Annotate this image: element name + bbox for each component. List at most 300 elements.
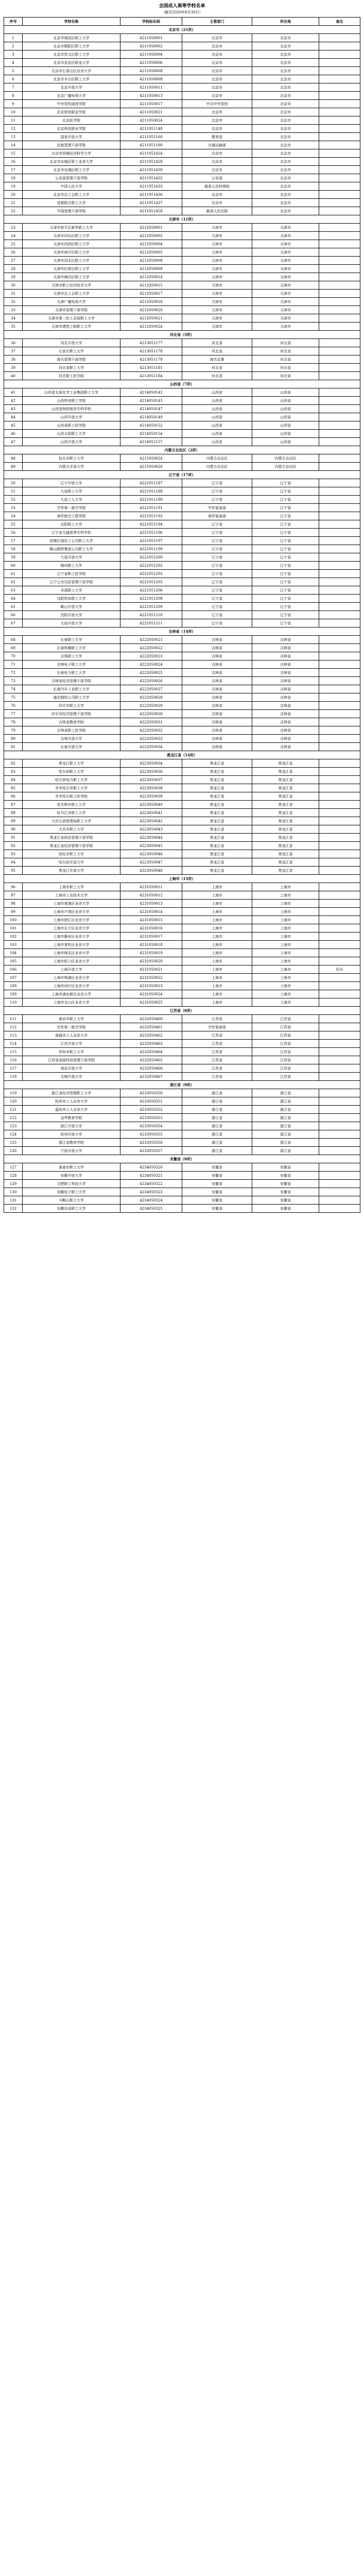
cell-seq: 44 [4,413,23,421]
cell-remarks [319,891,360,900]
cell-authority: 吉林省 [182,726,252,735]
table-row [4,199,360,207]
table-row [4,957,360,965]
cell-school-code: 4211051428 [120,158,182,166]
cell-remarks [319,586,360,595]
header-school-code: 学校标识码 [120,18,182,26]
cell-school-name: 中国人民大学 [23,182,120,191]
cell-authority: 空军装备部 [182,1023,252,1031]
cell-authority: 辽宁省 [182,529,252,537]
cell-school-name: 沈阳开放大学 [23,611,120,619]
cell-authority: 北京市 [182,199,252,207]
cell-location: 河北省 [252,355,319,364]
cell-school-code: 4211050008 [120,67,182,75]
cell-school-code: 4212050021 [120,314,182,323]
cell-remarks [319,355,360,364]
table-row [4,636,360,644]
cell-school-code: 4223050041 [120,809,182,817]
cell-remarks [319,42,360,50]
cell-authority: 辽宁省 [182,619,252,628]
cell-authority: 天津市 [182,314,252,323]
table-row [4,512,360,520]
cell-remarks [319,660,360,669]
cell-remarks [319,158,360,166]
cell-school-name: 金华教育学院 [23,1114,120,1122]
cell-seq: 108 [4,982,23,990]
table-row [4,59,360,67]
cell-school-name: 上海市虹口区业余大学 [23,957,120,965]
cell-school-name: 海军航空工程学院 [23,512,120,520]
cell-seq: 106 [4,965,23,974]
cell-location: 天津市 [252,240,319,248]
cell-school-code: 4211051424 [120,149,182,158]
cell-seq: 61 [4,570,23,578]
cell-school-name: 河北省职工大学 [23,364,120,372]
cell-location: 浙江省 [252,1122,319,1130]
table-row [4,207,360,215]
table-row [4,75,360,83]
cell-authority: 吉林省 [182,652,252,660]
cell-seq: 80 [4,735,23,743]
cell-seq: 101 [4,924,23,933]
cell-location: 上海市 [252,908,319,916]
cell-location: 上海市 [252,990,319,998]
cell-seq: 57 [4,537,23,545]
cell-school-code: 4232050460 [120,1015,182,1023]
region-label: 辽宁省（17所） [4,471,360,479]
cell-school-name: 宁波开放大学 [23,1147,120,1155]
cell-authority: 北京市 [182,158,252,166]
table-row [4,949,360,957]
cell-school-name: 鞍山钢铁集团公司职工大学 [23,545,120,553]
cell-remarks [319,125,360,133]
cell-location: 山西省 [252,413,319,421]
cell-school-name: 北京开放大学 [23,83,120,92]
cell-seq: 8 [4,92,23,100]
cell-remarks [319,1188,360,1196]
table-header-row [4,18,360,26]
table-row [4,603,360,611]
cell-seq: 130 [4,1188,23,1196]
cell-seq: 89 [4,817,23,825]
cell-remarks [319,421,360,430]
cell-school-name: 上海市黄浦区业余大学 [23,900,120,908]
document-title: 全国成人高等学校名单 [159,4,205,9]
cell-seq: 1 [4,34,23,42]
cell-school-name: 上海市工业技术大学 [23,891,120,900]
cell-authority: 安徽省 [182,1180,252,1188]
cell-location: 北京市 [252,141,319,149]
cell-remarks [319,710,360,718]
cell-school-name: 苏州市职工大学 [23,1048,120,1056]
cell-remarks [319,974,360,982]
cell-school-code: 4212050001 [120,224,182,232]
cell-school-name: 安徽冶金职工大学 [23,1205,120,1213]
cell-school-name: 河北开放大学 [23,339,120,347]
cell-school-name: 黑龙江省经济管理干部学院 [23,842,120,850]
cell-remarks [319,578,360,586]
cell-seq: 5 [4,67,23,75]
cell-remarks [319,92,360,100]
cell-authority: 辽宁省 [182,570,252,578]
cell-school-code: 4212050020 [120,306,182,314]
cell-remarks [319,133,360,141]
table-row [4,702,360,710]
cell-location: 上海市 [252,965,319,974]
cell-school-code: 4211050001 [120,34,182,42]
table-row [4,850,360,858]
cell-authority: 辽宁省 [182,487,252,496]
cell-location: 安徽省 [252,1205,319,1213]
cell-authority: 北京市 [182,191,252,199]
cell-remarks [319,809,360,817]
table-row [4,792,360,801]
cell-school-code: 4221051191 [120,504,182,512]
cell-remarks [319,281,360,290]
cell-location: 北京市 [252,158,319,166]
table-row [4,710,360,718]
cell-location: 吉林省 [252,652,319,660]
cell-school-name: 北京广播电视大学 [23,92,120,100]
table-row [4,520,360,529]
cell-location: 黑龙江省 [252,792,319,801]
table-row [4,652,360,660]
table-row [4,537,360,545]
cell-authority: 北京市 [182,116,252,125]
cell-seq: 125 [4,1139,23,1147]
cell-remarks [319,1122,360,1130]
cell-location: 上海市 [252,998,319,1007]
cell-seq: 43 [4,405,23,413]
cell-school-code: 4223050038 [120,784,182,792]
cell-seq: 69 [4,644,23,652]
cell-remarks [319,595,360,603]
cell-authority: 山西省 [182,421,252,430]
cell-school-code: 4232050463 [120,1040,182,1048]
cell-school-name: 上海市徐汇区业余大学 [23,916,120,924]
cell-remarks [319,1114,360,1122]
cell-authority: 辽宁省 [182,545,252,553]
cell-location: 天津市 [252,290,319,298]
cell-authority: 北京市 [182,149,252,158]
table-row [4,834,360,842]
table-row [4,990,360,998]
cell-authority: 黑龙江省 [182,858,252,867]
cell-location: 辽宁省 [252,595,319,603]
cell-school-name: 黑龙江开放大学 [23,867,120,875]
cell-seq: 20 [4,191,23,199]
cell-school-name: 吉林省经济管理干部学院 [23,677,120,685]
table-row [4,1015,360,1023]
cell-school-name: 北京市丰台区职工大学 [23,75,120,83]
cell-seq: 64 [4,595,23,603]
cell-seq: 129 [4,1180,23,1188]
table-row [4,726,360,735]
cell-authority: 公安部 [182,174,252,182]
cell-location: 江苏省 [252,1031,319,1040]
cell-authority: 天津市 [182,265,252,273]
table-row [4,1097,360,1106]
cell-authority: 上海市 [182,965,252,974]
cell-authority: 辽宁省 [182,611,252,619]
cell-seq: 88 [4,809,23,817]
cell-remarks [319,900,360,908]
cell-seq: 113 [4,1031,23,1040]
cell-authority: 江苏省 [182,1064,252,1073]
cell-seq: 51 [4,487,23,496]
cell-school-code: 4211050021 [120,108,182,116]
cell-school-code: 4231050012 [120,891,182,900]
cell-authority: 黑龙江省 [182,792,252,801]
cell-school-code: 4223050040 [120,801,182,809]
table-row [4,1073,360,1081]
cell-location: 辽宁省 [252,545,319,553]
cell-location: 北京市 [252,199,319,207]
cell-authority: 辽宁省 [182,578,252,586]
cell-school-name: 马鞍山职工大学 [23,1196,120,1205]
cell-seq: 105 [4,957,23,965]
cell-remarks [319,1089,360,1097]
cell-location: 黑龙江省 [252,834,319,842]
cell-remarks [319,1180,360,1188]
cell-school-name: 北京市海淀区职工大学 [23,34,120,42]
table-row [4,306,360,314]
cell-remarks [319,364,360,372]
cell-authority: 浙江省 [182,1089,252,1097]
cell-authority: 辽宁省 [182,520,252,529]
table-row [4,883,360,891]
cell-school-name: 沈阳职工大学 [23,520,120,529]
cell-school-name: 北京市石景山区业余大学 [23,67,120,75]
cell-seq: 104 [4,949,23,957]
cell-seq: 54 [4,512,23,520]
cell-seq: 10 [4,108,23,116]
cell-school-code: 4211051437 [120,199,182,207]
cell-school-code: 4213051177 [120,339,182,347]
cell-authority: 吉林省 [182,669,252,677]
table-row [4,298,360,306]
cell-school-code: 4222050022 [120,644,182,652]
cell-seq: 124 [4,1130,23,1139]
cell-location: 黑龙江省 [252,801,319,809]
cell-seq: 72 [4,669,23,677]
cell-seq: 94 [4,858,23,867]
cell-remarks [319,545,360,553]
cell-school-code: 4231050014 [120,908,182,916]
cell-location: 上海市 [252,982,319,990]
cell-remarks [319,776,360,784]
cell-location: 吉林省 [252,735,319,743]
cell-authority: 黑龙江省 [182,842,252,850]
table-row [4,265,360,273]
cell-location: 江苏省 [252,1040,319,1048]
cell-school-code: 4232050467 [120,1073,182,1081]
cell-school-code: 4214050149 [120,413,182,421]
cell-remarks [319,240,360,248]
cell-location: 辽宁省 [252,487,319,496]
cell-authority: 浙江省 [182,1114,252,1122]
cell-authority: 辽宁省 [182,595,252,603]
cell-location: 上海市 [252,916,319,924]
cell-location: 吉林省 [252,685,319,693]
cell-authority: 辽宁省 [182,562,252,570]
cell-seq: 77 [4,710,23,718]
cell-school-code: 4222050033 [120,735,182,743]
cell-remarks [319,603,360,611]
cell-remarks [319,1040,360,1048]
cell-school-code: 4221051203 [120,570,182,578]
cell-location: 辽宁省 [252,611,319,619]
table-row [4,108,360,116]
header-remarks: 备注 [319,18,360,26]
cell-authority: 上海市 [182,933,252,941]
cell-school-name: 北京医学院 [23,116,120,125]
cell-remarks [319,496,360,504]
cell-remarks [319,693,360,702]
cell-authority: 吉林省 [182,644,252,652]
cell-location: 浙江省 [252,1089,319,1097]
cell-authority: 吉林省 [182,660,252,669]
cell-location: 北京市 [252,34,319,42]
cell-remarks [319,232,360,240]
cell-location: 辽宁省 [252,578,319,586]
cell-location: 北京市 [252,207,319,215]
cell-authority: 江苏省 [182,1031,252,1040]
table-row [4,891,360,900]
cell-remarks [319,718,360,726]
table-row [4,133,360,141]
cell-school-code: 4215050024 [120,454,182,463]
cell-location: 黑龙江省 [252,817,319,825]
cell-location: 江苏省 [252,1056,319,1064]
cell-school-code: 4222050031 [120,718,182,726]
cell-authority: 上海市 [182,908,252,916]
cell-location: 江苏省 [252,1064,319,1073]
cell-location: 天津市 [252,298,319,306]
cell-authority: 上海市 [182,916,252,924]
cell-authority: 江苏省 [182,1056,252,1064]
cell-authority: 江苏省 [182,1073,252,1081]
cell-remarks [319,454,360,463]
cell-remarks [319,834,360,842]
region-header-row [4,1007,360,1015]
region-header-row [4,1081,360,1089]
cell-location: 上海市 [252,891,319,900]
cell-seq: 4 [4,59,23,67]
cell-seq: 30 [4,281,23,290]
cell-authority: 山西省 [182,405,252,413]
cell-location: 上海市 [252,949,319,957]
cell-school-code: 4231050020 [120,957,182,965]
cell-school-code: 4214050142 [120,388,182,397]
cell-location: 辽宁省 [252,537,319,545]
cell-school-code: 4211050009 [120,75,182,83]
cell-school-name: 民航管理干部学院 [23,141,120,149]
table-row [4,463,360,471]
cell-school-code: 4223050047 [120,858,182,867]
cell-school-name: 天津广播电视大学 [23,298,120,306]
cell-seq: 21 [4,199,23,207]
table-row [4,924,360,933]
region-label: 浙江省（8所） [4,1081,360,1089]
cell-location: 天津市 [252,248,319,257]
header-seq: 序号 [4,18,23,26]
cell-school-code: 4223050048 [120,867,182,875]
cell-remarks [319,166,360,174]
cell-remarks [319,990,360,998]
cell-school-name: 淮南市职工大学 [23,1163,120,1172]
cell-remarks [319,1015,360,1023]
cell-remarks [319,100,360,108]
cell-remarks [319,916,360,924]
table-row [4,669,360,677]
cell-authority: 黑龙江省 [182,867,252,875]
cell-school-name: 长春汽车工业职工大学 [23,685,120,693]
cell-school-code: 4222050027 [120,685,182,693]
cell-school-code: 4211051430 [120,166,182,174]
cell-remarks [319,933,360,941]
table-row [4,817,360,825]
cell-authority: 上海市 [182,941,252,949]
cell-school-name: 山西太原职工大学 [23,430,120,438]
cell-authority: 北京市 [182,92,252,100]
cell-remarks [319,759,360,768]
cell-school-code: 4211051148 [120,125,182,133]
cell-location: 辽宁省 [252,603,319,611]
header-school-name: 学校名称 [23,18,120,26]
cell-location: 辽宁省 [252,504,319,512]
cell-location: 上海市 [252,924,319,933]
cell-authority: 北京市 [182,108,252,116]
cell-location: 北京市 [252,174,319,182]
table-row [4,933,360,941]
cell-seq: 120 [4,1097,23,1106]
cell-seq: 65 [4,603,23,611]
table-row [4,224,360,232]
cell-authority: 辽宁省 [182,553,252,562]
cell-authority: 浙江省 [182,1139,252,1147]
cell-school-name: 空军第二航空学院 [23,1023,120,1031]
cell-authority: 北京市 [182,50,252,59]
table-row [4,50,360,59]
cell-remarks [319,397,360,405]
table-row [4,759,360,768]
table-row [4,257,360,265]
cell-school-name: 吉林电子职工大学 [23,660,120,669]
cell-seq: 91 [4,834,23,842]
cell-school-code: 4221051206 [120,586,182,595]
table-row [4,174,360,182]
cell-school-code: 4234050323 [120,1188,182,1196]
cell-school-code: 4221051194 [120,520,182,529]
table-row [4,965,360,974]
region-header-row [4,215,360,224]
cell-school-code: 4212050004 [120,240,182,248]
cell-school-code: 4223050034 [120,759,182,768]
cell-school-name: 大连开放大学 [23,619,120,628]
table-row [4,1031,360,1040]
cell-authority: 上海市 [182,998,252,1007]
cell-authority: 安徽省 [182,1172,252,1180]
table-row [4,248,360,257]
cell-authority: 吉林省 [182,702,252,710]
cell-school-name: 无锡开放大学 [23,1073,120,1081]
cell-school-code: 4221051187 [120,479,182,487]
cell-location: 天津市 [252,232,319,240]
cell-school-code: 4221051205 [120,578,182,586]
cell-location: 黑龙江省 [252,850,319,858]
cell-school-code: 4222050029 [120,702,182,710]
